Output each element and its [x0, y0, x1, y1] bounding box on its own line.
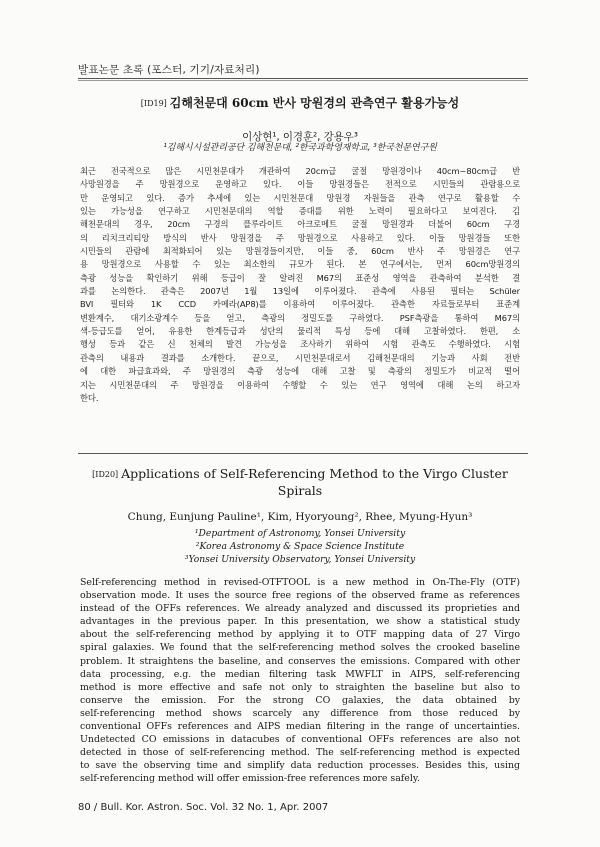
- abstract-2-body-line: conventional OFFs references and AIPS median filtering in the range of uncertainties.: [80, 721, 520, 733]
- abstract-1-body-line: 과를 논의한다. 관측은 2007년 1월 13일에 이루어졌다. 관측에 사용된 필터는 Schüler: [80, 286, 520, 297]
- abstract-2-body-line: conserve the emission. For the strong CO galaxies, the data obtained by: [80, 694, 520, 706]
- abstract-1-body-line: 측광 성능을 확인하기 위해 등급이 잘 알려진 M67의 표준성 영역을 관측하여 분석한 결: [80, 272, 520, 283]
- abstract-2-title-line1: Applications of Self-Referencing Method to the Virgo Cluster: [121, 466, 508, 481]
- abstract-2-body-line: observation mode. It uses the source free regions of the observed frame as references: [80, 590, 520, 602]
- abstract-2-body: [80, 576, 520, 786]
- section-divider: [78, 453, 528, 454]
- abstract-2-body-line: data processing, e.g. the median filtering task MWFLT in AIPS, self-referencing: [80, 668, 520, 680]
- abstract-1-affiliations: ¹김해시시설관리공단 김해천문대, ²한국과학영재학교, ³한국천문연구원: [163, 143, 437, 153]
- header-divider-secondary: [78, 80, 528, 81]
- abstract-1-body-line: 용 망원경으로 사용할 수 있는 최소한의 규모가 된다. 본 연구에서는, 먼저 60cm망원경의: [80, 259, 520, 270]
- abstract-1-body: [80, 165, 520, 405]
- abstract-2-body-line: self-referencing method will offer emission-free references more safely.: [80, 773, 420, 785]
- abstract-1-body-line: BVI 필터와 1K CCD 카메라(AP8)를 이용하여 이루어졌다. 관측한 자료들로부터 표준계: [80, 299, 520, 310]
- abstract-2-body-line: instead of the OFFs references. We already analyzed and discussed its proprieties and: [80, 603, 520, 615]
- abstract-2-affiliation-1: ¹Department of Astronomy, Yonsei University: [194, 528, 406, 539]
- abstract-2-title-block: [80, 466, 520, 499]
- abstract-1-body-line: 의 리치크리티앙 방식의 반사 망원경을 주 망원경으로 사용하고 있다. 이들 망원경들 또한: [80, 232, 520, 243]
- abstract-1-body-line: 해천문대의 경우, 20cm 구경의 플루라이트 아크로메트 굴절 망원경과 더불어 60cm 구경: [80, 219, 520, 230]
- abstract-2-body-line: Self-referencing method in revised-OTFTOOL is a new method in On-The-Fly (OTF): [80, 577, 520, 588]
- abstract-2-body-line: method is more effective and safe not only to straighten the baseline but also to: [80, 681, 520, 693]
- abstract-2-body-line: about the self-referencing method by applying it to OTF mapping data of 27 Virgo: [80, 629, 520, 641]
- page-footer: 80 / Bull. Kor. Astron. Soc. Vol. 32 No. 1, Apr. 2007: [78, 802, 329, 813]
- abstract-2-body-line: problem. It straightens the baseline, and conserves the emissions. Compared with other: [80, 655, 520, 667]
- abstract-2-body-line: detected in those of self-referencing method. The self-referencing method is expected: [80, 747, 520, 759]
- header-divider: [78, 78, 528, 79]
- abstract-1-authors: 이상현¹, 이경훈², 강용우³: [242, 131, 358, 143]
- abstract-2-body-line: Undetected CO emissions in datacubes of conventional OFFs references are also not: [80, 734, 520, 746]
- abstract-1-body-line: 지는 시민천문대의 주 망원경을 이용하여 수행할 수 있는 연구 영역에 대해 논의 하고자: [80, 379, 520, 390]
- abstract-2-id: [ID20]: [92, 470, 119, 479]
- abstract-1-body-line: 시민들의 관람에 최적화되어 있는 망원경들이지만, 이들 중, 60cm 반사 주 망원경은 연구: [80, 246, 520, 257]
- abstract-2-affiliation-2: ²Korea Astronomy & Space Science Institute: [195, 541, 405, 552]
- abstract-1-id: [ID19]: [140, 99, 167, 108]
- abstract-1-title: 김해천문대 60cm 반사 망원경의 관측연구 활용가능성: [169, 96, 460, 110]
- section-header: 발표논문 초록 (포스터, 기기/자료처리): [78, 64, 260, 76]
- abstract-2-authors: Chung, Eunjung Pauline¹, Kim, Hyoryoung², Rhee, Myung-Hyun³: [127, 511, 473, 523]
- abstract-1-body-line: 있는 가능성을 연구하고 시민천문대의 역할 증대를 위한 노력이 필요하다고 보여진다. 김: [80, 206, 520, 217]
- abstract-1-body-line: 색-등급도를 얻어, 유용한 한계등급과 성단의 물리적 특성 등에 대해 고찰하였다. 한편, 소: [80, 326, 520, 337]
- abstract-1-body-line: 행성 등과 같은 신 천체의 발견 가능성을 조사하기 위하여 시험 관측도 수행하였다. 시험: [80, 339, 520, 350]
- abstract-1-body-line: 관측의 내용과 결과를 소개한다. 끝으로, 시민천문대로서 김해천문대의 기능과 사회 전반: [80, 352, 520, 363]
- abstract-1-body-line: 최근 전국적으로 많은 시민천문대가 개관하여 20cm급 굴절 망원경이나 40cm~80cm급 반: [80, 166, 520, 176]
- abstract-2-body-line: advantages in the previous paper. In this presentation, we show a statistical study: [80, 616, 520, 628]
- abstract-2-body-line: to save the observing time and simplify data reduction processes. Besides this, using: [80, 760, 520, 772]
- abstract-1-body-line: 변환계수, 대기소광계수 등을 얻고, 측광의 정밀도를 구하였다. PSF측광을 통하여 M67의: [80, 312, 520, 323]
- abstract-1-body-line: 사망원경을 주 망원경으로 운영하고 있다. 이들 망원경들은 전적으로 시민들의 관람용으로: [80, 179, 520, 190]
- abstract-2-body-line: self-referencing method shows scarcely any difference from those reduced by: [80, 707, 520, 719]
- abstract-2-body-line: spiral galaxies. We found that the self-referencing method solves the crooked baseline: [80, 642, 520, 654]
- abstract-2-affiliation-3: ³Yonsei University Observatory, Yonsei University: [184, 554, 416, 565]
- abstract-1-body-line: 한다.: [80, 392, 99, 403]
- abstract-1-body-line: 만 운영되고 있다. 증가 추세에 있는 시민천문대 망원경 자원들을 관측 연구로 활용할 수: [80, 192, 520, 203]
- abstract-1-title-line: [80, 96, 520, 111]
- abstract-2-title-line2: Spirals: [277, 483, 323, 498]
- abstract-1-body-line: 에 대한 파급효과와, 주 망원경의 측광 성능에 대해 고찰 및 측광의 정밀도가 비교적 떨어: [80, 366, 520, 377]
